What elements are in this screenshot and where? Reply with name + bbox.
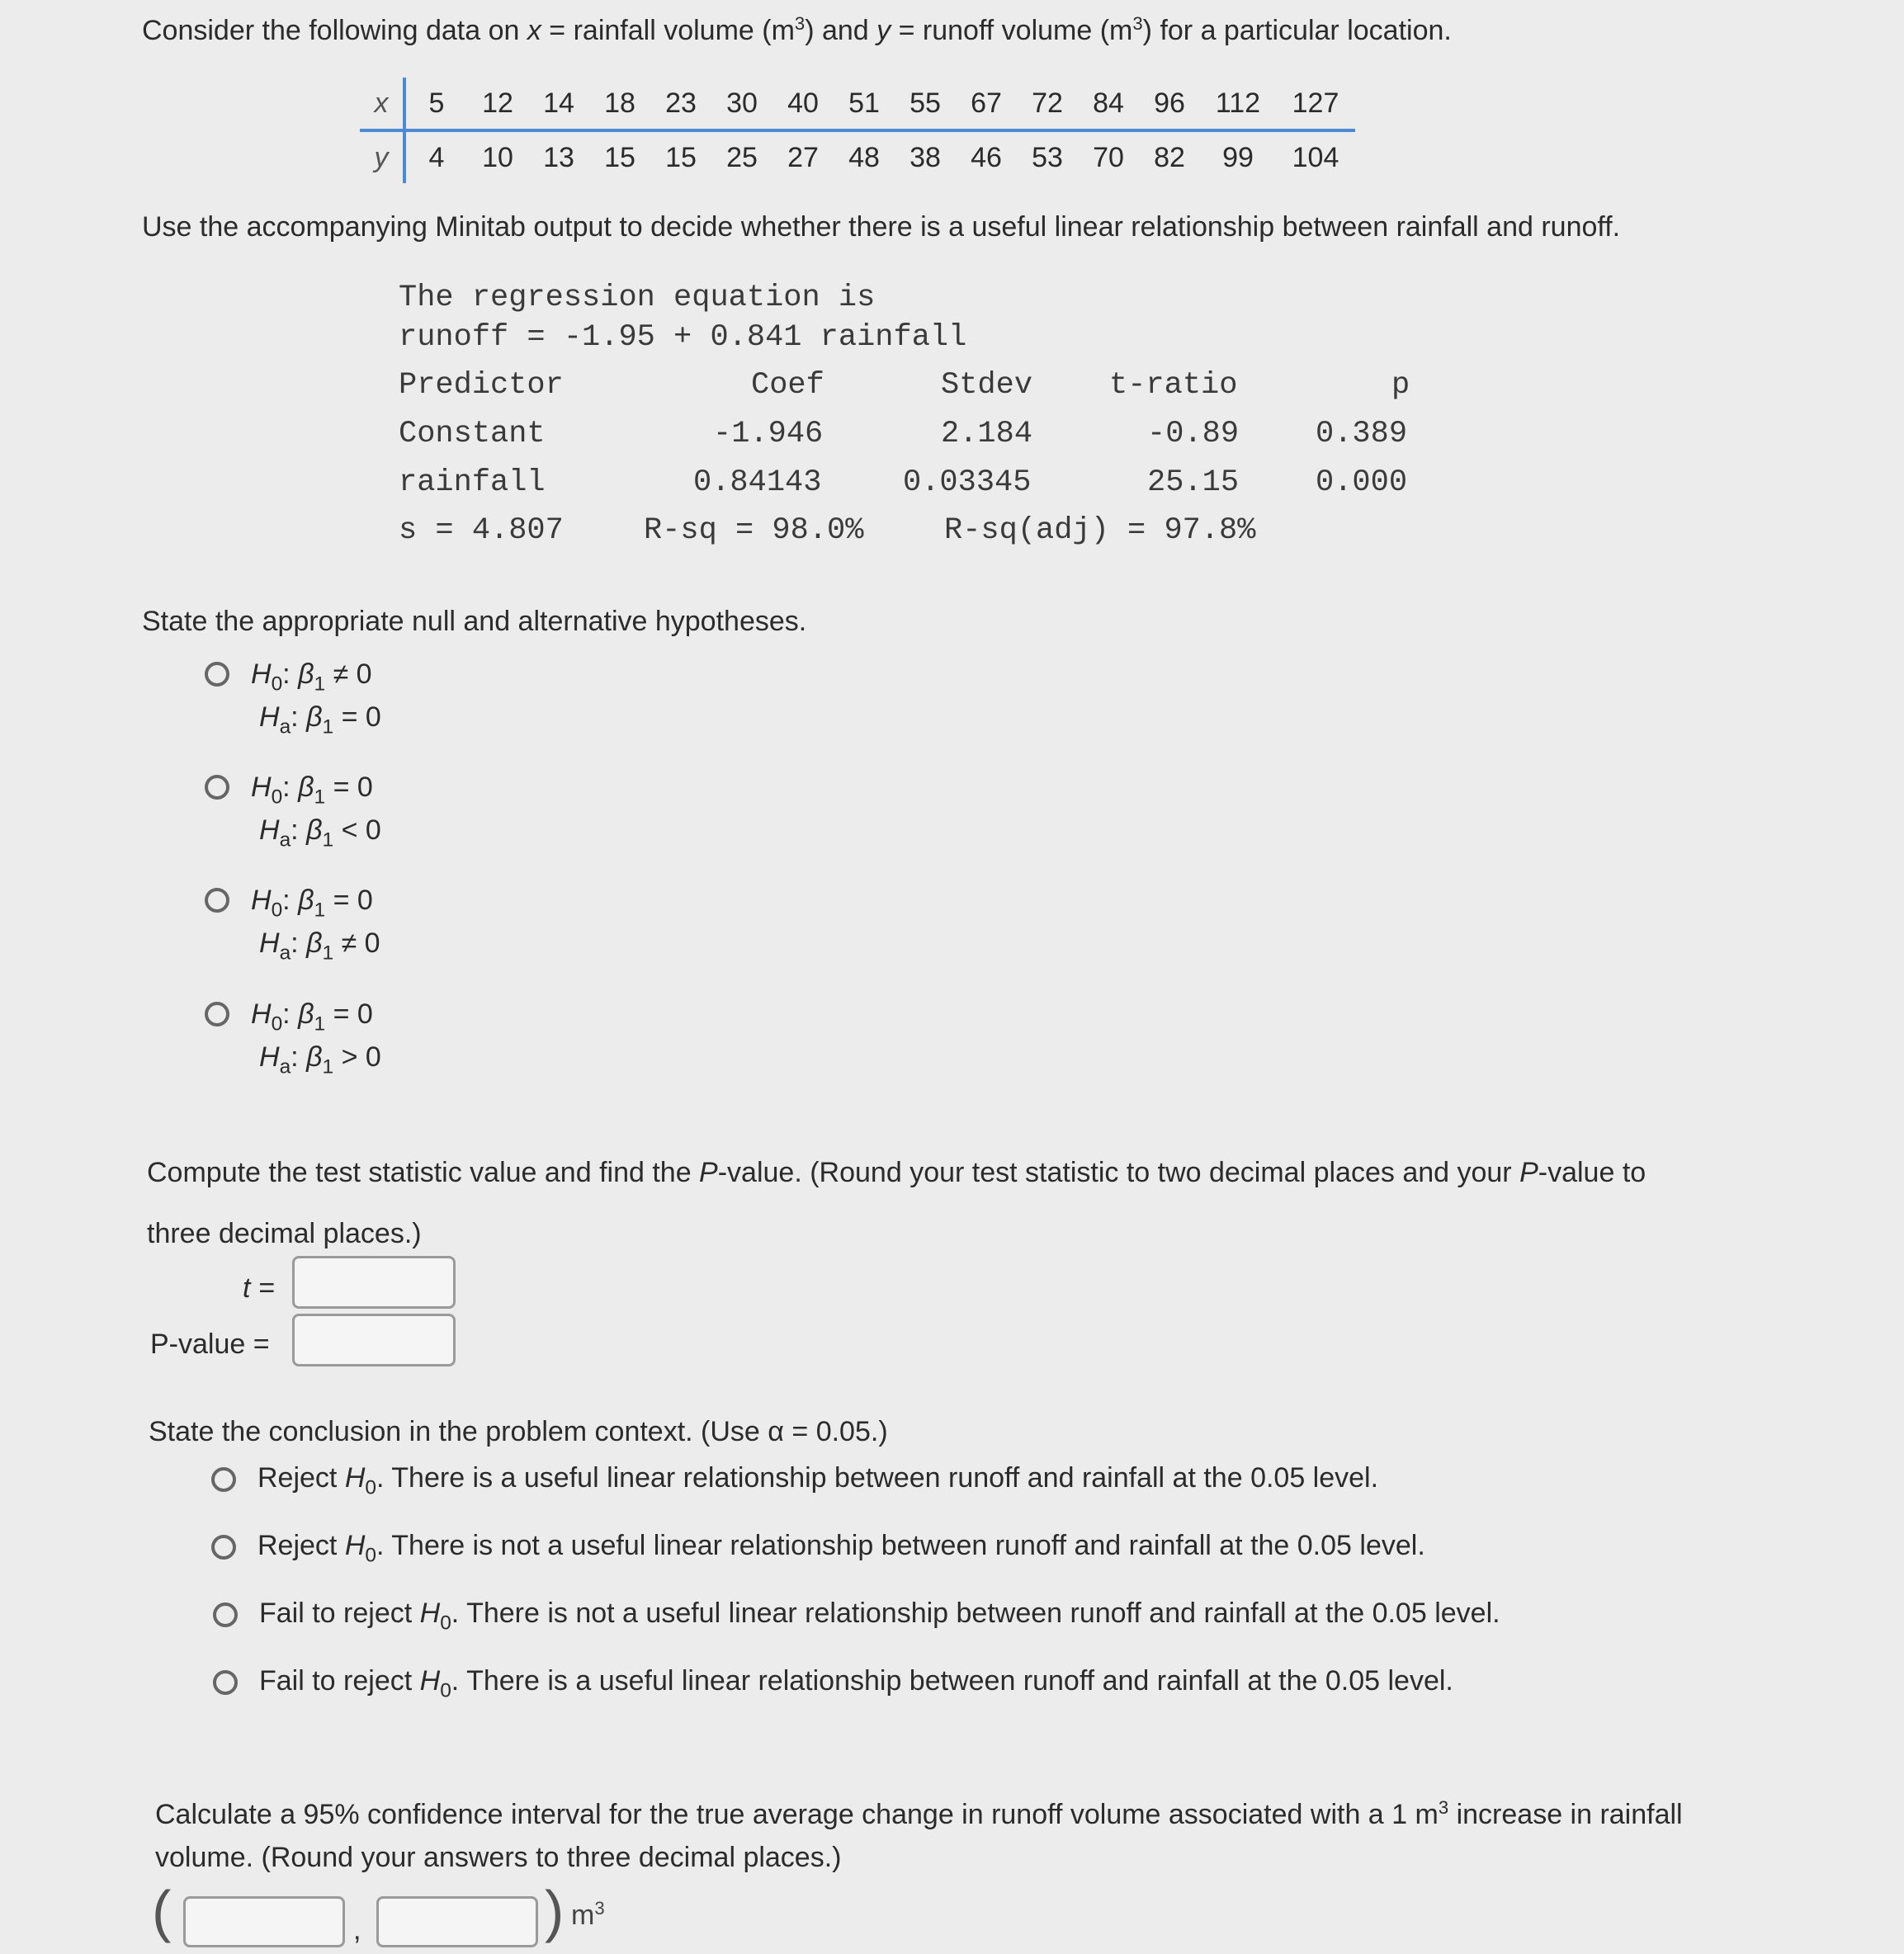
x-cell: 40 xyxy=(787,87,819,119)
x-cell: 5 xyxy=(428,87,445,119)
ci-lower-input[interactable] xyxy=(183,1896,345,1947)
radio-button[interactable] xyxy=(211,1535,236,1560)
ha-line: $H_a$: $\beta_1 < 0$ xyxy=(259,814,381,852)
minitab-constant-label: Constant xyxy=(399,417,546,451)
p-value-label: P-value = xyxy=(150,1329,270,1360)
y-label: y xyxy=(360,130,404,183)
minitab-rainfall-label: rainfall xyxy=(399,465,546,500)
ci-close-paren: ) xyxy=(545,1879,565,1943)
x-cell: 67 xyxy=(971,87,1002,119)
conclusion-option-4[interactable] xyxy=(211,1664,1614,1705)
t-input[interactable] xyxy=(292,1256,456,1309)
minitab-line1: The regression equation is xyxy=(399,281,876,315)
y-cell: 70 xyxy=(1093,141,1124,173)
x-cell: 23 xyxy=(665,87,697,119)
minitab-header-stdev: Stdev xyxy=(941,368,1033,403)
conclusion-option-3[interactable] xyxy=(211,1596,1664,1637)
x-cell: 55 xyxy=(909,87,941,119)
data-row-x xyxy=(360,78,1355,130)
conclusion-option-text: Reject $H_0$. There is not a useful linear relationship between runoff and rainfall at the 0.05 level. xyxy=(257,1530,1425,1567)
minitab-s: s = 4.807 xyxy=(399,513,564,548)
data-row-y xyxy=(360,130,1355,183)
y-cell: 4 xyxy=(428,141,445,173)
radio-button[interactable] xyxy=(211,1467,236,1492)
hypotheses-prompt: State the appropriate null and alternative hypotheses. xyxy=(142,606,807,637)
h0-line: $H_0$: $\beta_1 = 0$ xyxy=(251,772,373,809)
minitab-constant-coef: -1.946 xyxy=(713,417,824,451)
h0-line: $H_0$: $\beta_1 \ne 0$ xyxy=(251,658,372,696)
y-cell: 15 xyxy=(665,141,697,173)
h0-line: $H_0$: $\beta_1 = 0$ xyxy=(251,885,373,922)
y-cell: 82 xyxy=(1154,141,1185,173)
y-cell: 104 xyxy=(1292,141,1339,173)
conclusion-option-text: Reject $H_0$. There is a useful linear relationship between runoff and rainfall at the 0.05 level. xyxy=(257,1462,1379,1499)
minitab-constant-stdev: 2.184 xyxy=(941,417,1033,451)
radio-button[interactable] xyxy=(205,1002,229,1027)
y-cell: 13 xyxy=(543,141,574,173)
y-cell: 99 xyxy=(1222,141,1254,173)
radio-button[interactable] xyxy=(213,1670,238,1695)
hypothesis-option-2[interactable] xyxy=(201,773,449,864)
y-cell: 46 xyxy=(971,141,1002,173)
ci-comma: , xyxy=(353,1914,361,1946)
x-cell: 72 xyxy=(1032,87,1063,119)
conclusion-option-text: Fail to reject $H_0$. There is not a useful linear relationship between runoff and rainfall at the 0.05 level. xyxy=(259,1598,1500,1635)
y-cell: 10 xyxy=(482,141,513,173)
conclusion-option-1[interactable] xyxy=(210,1461,1613,1502)
y-cell: 27 xyxy=(787,141,819,173)
data-table xyxy=(360,78,1355,183)
minitab-rainfall-p: 0.000 xyxy=(1316,465,1408,500)
ha-line: $H_a$: $\beta_1 \ne 0$ xyxy=(259,927,380,965)
radio-button[interactable] xyxy=(213,1602,238,1627)
x-cell: 84 xyxy=(1093,87,1124,119)
conclusion-option-text: Fail to reject $H_0$. There is a useful linear relationship between runoff and rainfall at the 0.05 level. xyxy=(259,1665,1453,1702)
ci-upper-input[interactable] xyxy=(376,1896,538,1947)
y-cell: 38 xyxy=(909,141,941,173)
t-label: t = xyxy=(243,1272,275,1304)
hypothesis-option-4[interactable] xyxy=(201,1000,449,1091)
instruction-text: Use the accompanying Minitab output to decide whether there is a useful linear relationship between rainfall and runoff. xyxy=(142,211,1621,243)
ci-prompt: Calculate a 95% confidence interval for the true average change in runoff volume associated with a 1 $m^3$ increase in rainfall xyxy=(155,1797,1683,1831)
compute-prompt: Compute the test statistic value and find the P-value. (Round your test statistic to two decimal places and your P-value to xyxy=(147,1157,1647,1188)
minitab-rainfall-coef: 0.84143 xyxy=(693,465,822,500)
minitab-header-coef: Coef xyxy=(751,368,824,403)
x-cell: 30 xyxy=(726,87,758,119)
minitab-line2: runoff = -1.95 + 0.841 rainfall xyxy=(399,320,967,355)
x-label: x xyxy=(360,78,404,130)
ha-line: $H_a$: $\beta_1 = 0$ xyxy=(259,701,381,739)
minitab-constant-tratio: -0.89 xyxy=(1147,417,1240,451)
minitab-constant-p: 0.389 xyxy=(1316,417,1408,451)
x-cell: 127 xyxy=(1292,87,1339,119)
y-cell: 25 xyxy=(726,141,758,173)
radio-button[interactable] xyxy=(205,775,229,800)
x-cell: 14 xyxy=(543,87,574,119)
radio-button[interactable] xyxy=(205,888,229,913)
y-cell: 48 xyxy=(848,141,880,173)
intro-text: Consider the following data on x = rainfall volume $(m^3)$ and y = runoff volume $(m^3)$ for a particular location. xyxy=(142,13,1452,47)
x-cell: 18 xyxy=(604,87,635,119)
minitab-header-tratio: t-ratio xyxy=(1109,368,1238,403)
h0-line: $H_0$: $\beta_1 = 0$ xyxy=(251,998,373,1036)
x-cell: 96 xyxy=(1154,87,1185,119)
ha-line: $H_a$: $\beta_1 > 0$ xyxy=(259,1041,381,1078)
hypothesis-option-1[interactable] xyxy=(201,660,449,751)
minitab-rainfall-stdev: 0.03345 xyxy=(903,465,1032,500)
conclusion-prompt: State the conclusion in the problem context. (Use α = 0.05.) xyxy=(149,1416,888,1447)
conclusion-option-2[interactable] xyxy=(210,1528,1613,1569)
p-value-input[interactable] xyxy=(292,1314,456,1366)
hypothesis-option-3[interactable] xyxy=(201,886,449,977)
minitab-rsq-adj: R-sq(adj) = 97.8% xyxy=(944,513,1256,548)
ci-unit: $m^3$ xyxy=(571,1898,605,1932)
compute-prompt-line2: three decimal places.) xyxy=(147,1218,422,1249)
y-cell: 15 xyxy=(604,141,635,173)
x-cell: 12 xyxy=(482,87,513,119)
radio-button[interactable] xyxy=(205,662,229,687)
ci-prompt-line2: volume. (Round your answers to three decimal places.) xyxy=(155,1842,842,1873)
x-cell: 112 xyxy=(1215,87,1261,119)
x-cell: 51 xyxy=(848,87,880,119)
ci-open-paren: ( xyxy=(152,1879,172,1943)
minitab-rainfall-tratio: 25.15 xyxy=(1147,465,1240,500)
minitab-rsq: R-sq = 98.0% xyxy=(644,513,864,548)
minitab-header-predictor: Predictor xyxy=(399,368,564,403)
minitab-header-p: p xyxy=(1391,368,1410,403)
y-cell: 53 xyxy=(1032,141,1063,173)
